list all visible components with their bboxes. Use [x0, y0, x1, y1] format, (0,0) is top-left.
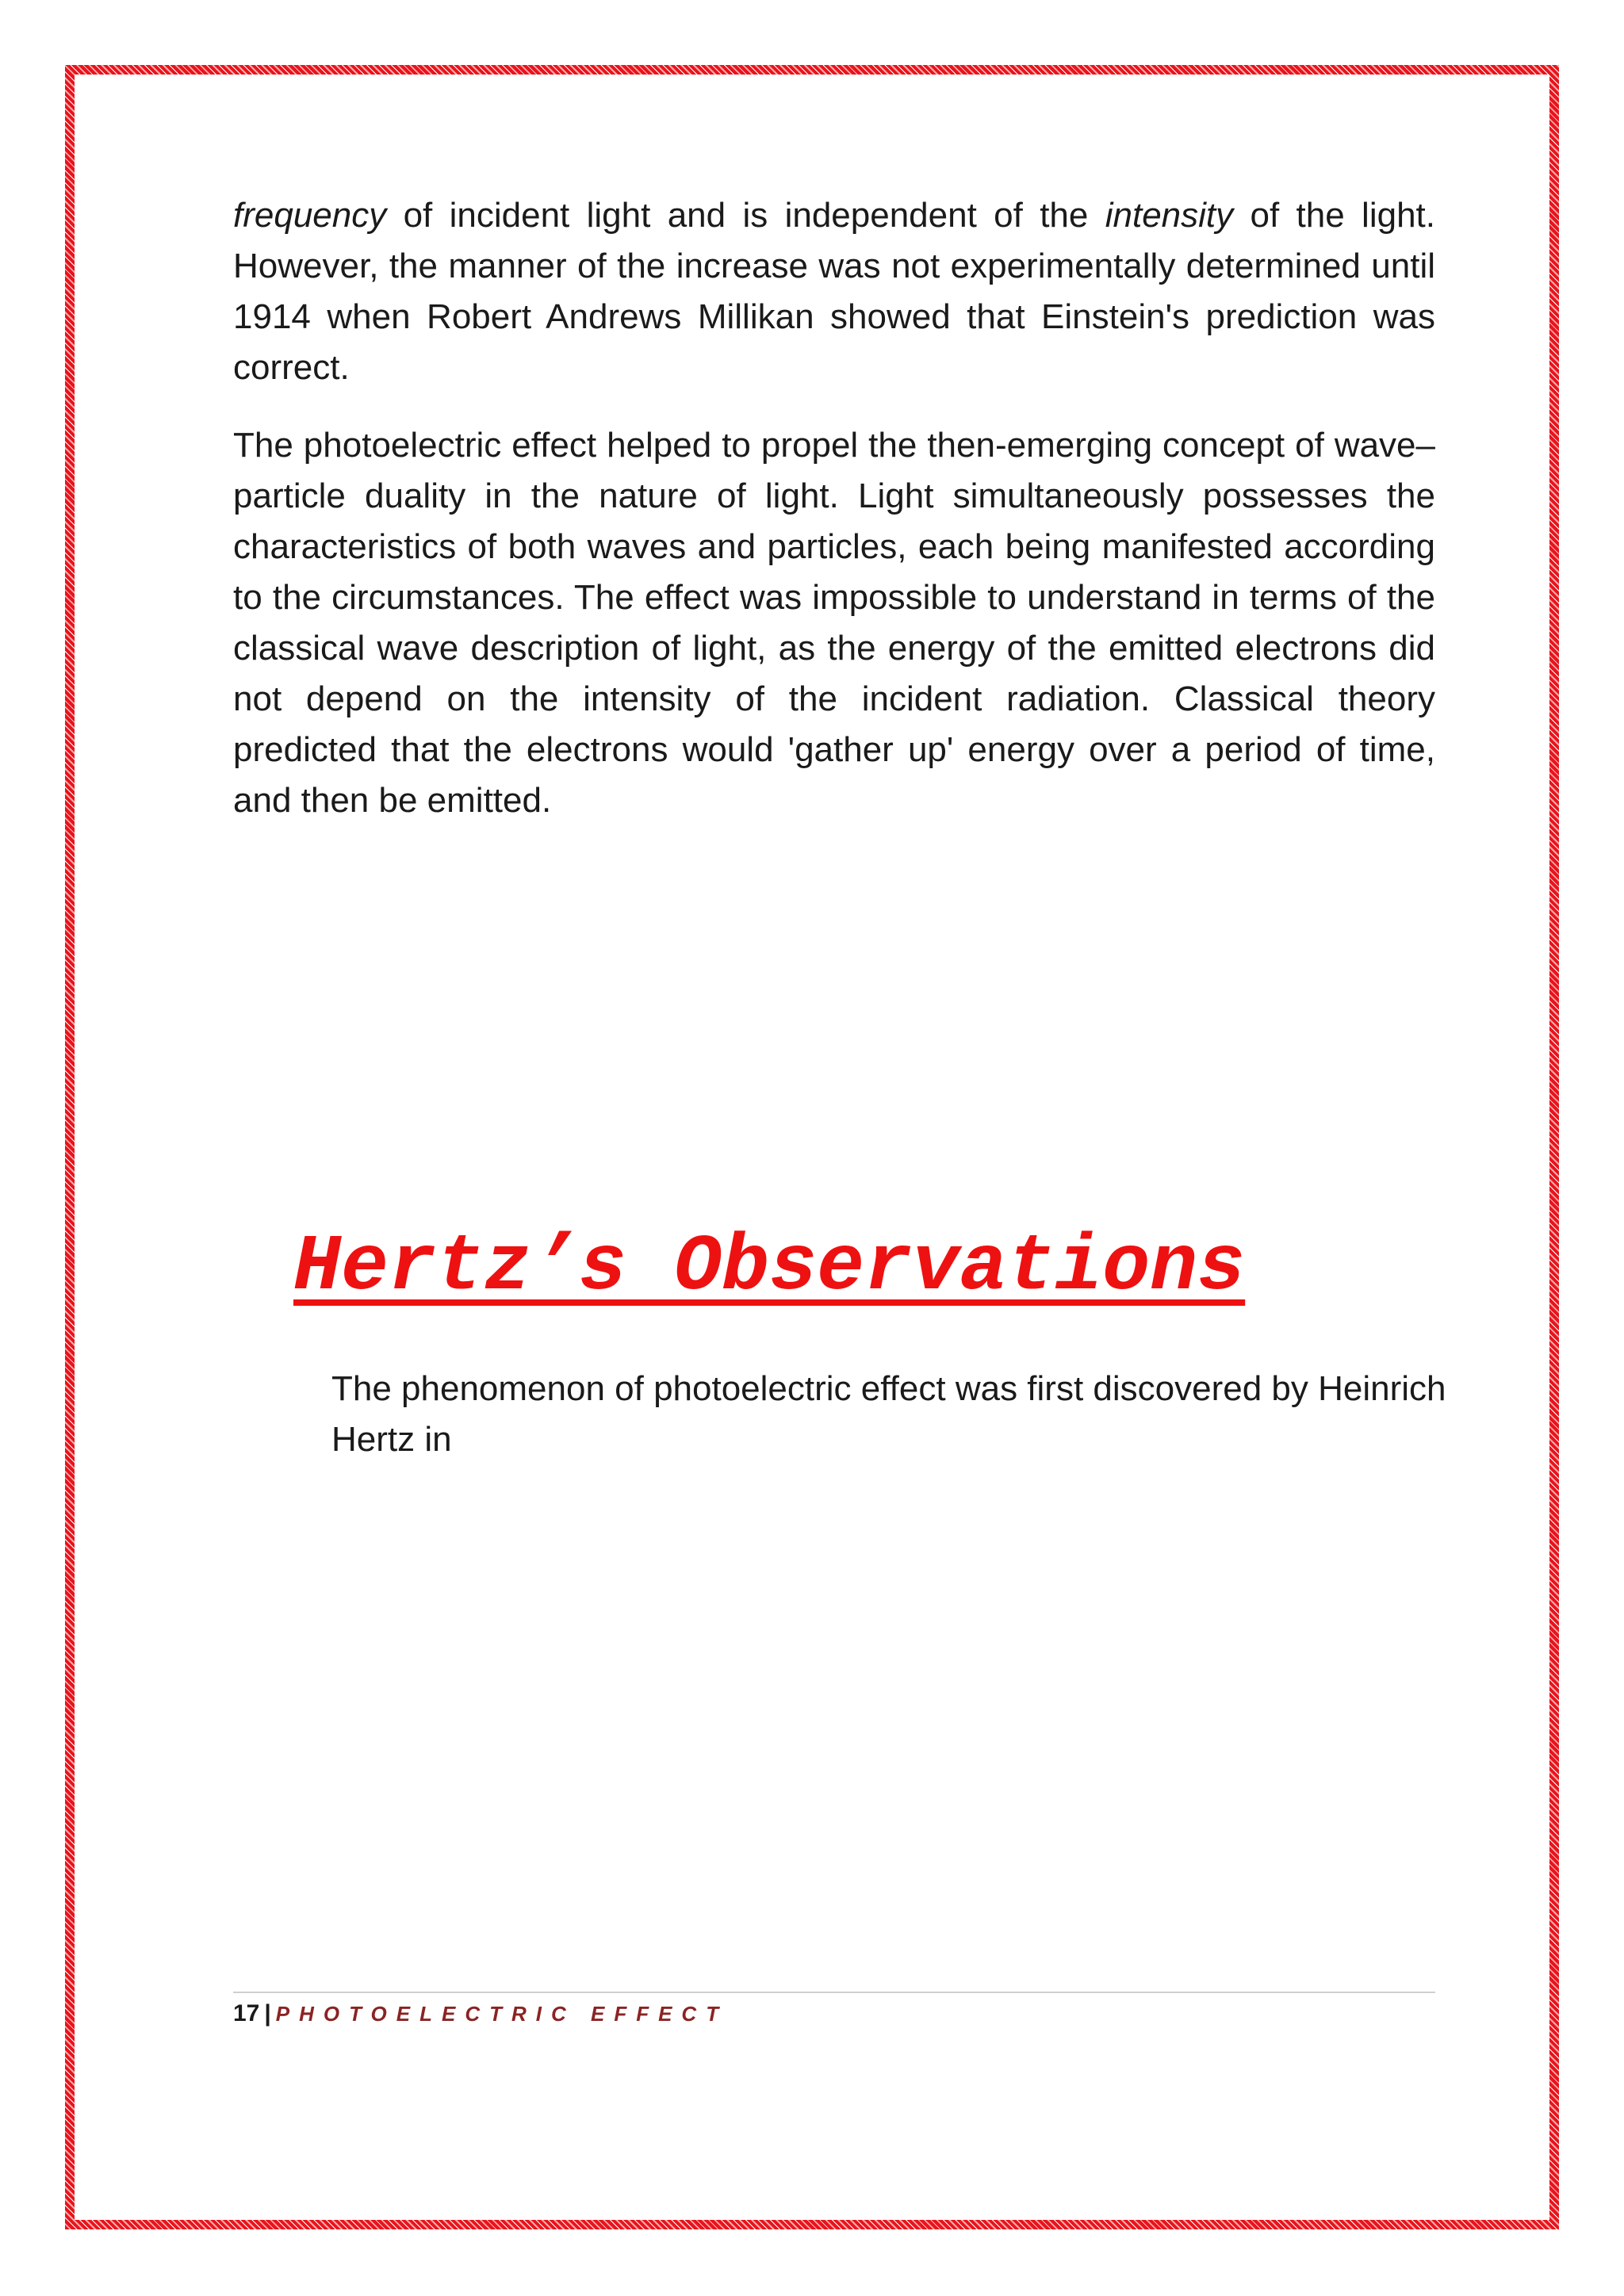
- body-paragraph-1: [233, 190, 1435, 393]
- paragraph-1-text-b: of the light. However, the manner of the increase was not experimentally determined until 1914 when Robert Andrews Millikan showed that Einstein's prediction was correct.: [233, 196, 1435, 387]
- page-number: 17: [233, 2000, 260, 2026]
- body-paragraph-2: The photoelectric effect helped to propel the then-emerging concept of wave–particle duality in the nature of light. Light simultaneously possesses the characteristics of both waves and particles, each being manifested according to the circumstances. The effect was impossible to understand in terms of the classical wave description of light, as the energy of the emitted electrons did not depend on the intensity of the incident radiation. Classical theory predicted that the electrons would 'gather up' energy over a period of time, and then be emitted.: [233, 426, 1435, 820]
- section-intro-text: The phenomenon of photoelectric effect was first discovered by Heinrich Hertz in: [331, 1369, 1446, 1459]
- running-title: PHOTOELECTRIC EFFECT: [275, 2002, 729, 2026]
- term-intensity: intensity: [1105, 196, 1234, 235]
- section-title: Hertz’s Observations: [293, 1223, 1246, 1313]
- footer-separator: |: [264, 2000, 271, 2026]
- paragraph-1-text-a: of incident light and is independent of the: [386, 196, 1105, 235]
- footer-divider: [233, 1992, 1435, 1993]
- page-footer: [233, 1998, 728, 2030]
- term-frequency: frequency: [233, 196, 387, 235]
